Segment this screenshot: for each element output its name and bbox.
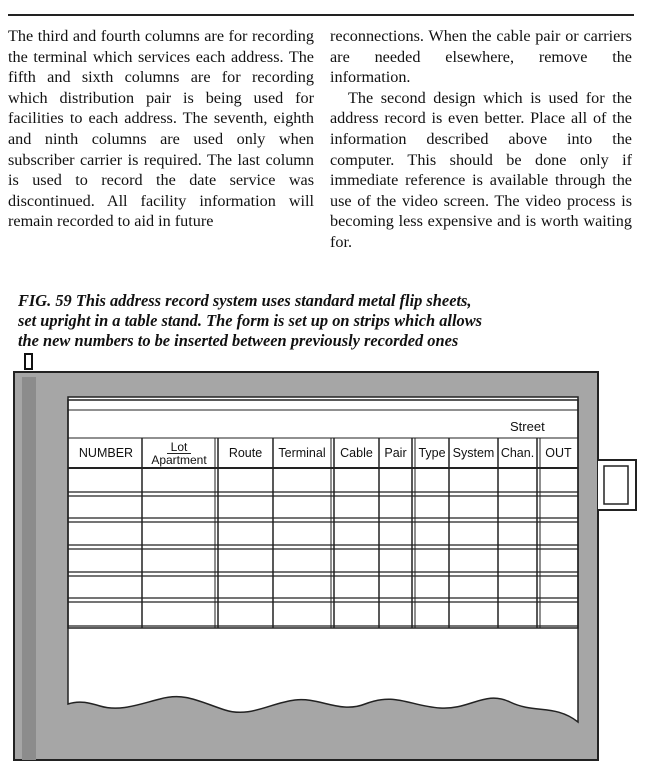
header-apartment: Apartment bbox=[151, 452, 207, 467]
left-text-column bbox=[8, 26, 314, 232]
caption-line-3: the new numbers to be inserted between previously recorded ones bbox=[18, 331, 459, 350]
clip-tab bbox=[25, 354, 32, 369]
header-type: Type bbox=[418, 446, 446, 460]
left-paragraph: The third and fourth columns are for recording the terminal which services each address. The fifth and sixth columns are for recording which distribution pair is being used for facilities to each address. The seventh, eighth and ninth columns are used only when subscriber carrier is required. The last column is used to record the date service was discontinued. All facility information will remain recorded to aid in future bbox=[8, 27, 314, 231]
street-label: Street bbox=[510, 419, 545, 434]
right-paragraph-1: reconnections. When the cable pair or carriers are needed elsewhere, remove the information. bbox=[330, 27, 632, 87]
header-number: NUMBER bbox=[78, 446, 134, 460]
header-pair: Pair bbox=[384, 446, 407, 460]
header-route: Route bbox=[228, 446, 263, 460]
figure-caption bbox=[18, 291, 633, 351]
header-system: System bbox=[452, 446, 495, 460]
header-out: OUT bbox=[545, 446, 572, 460]
header-cable: Cable bbox=[340, 446, 373, 460]
frame-shadow-left bbox=[22, 377, 36, 760]
header-lot: Lot bbox=[167, 441, 192, 454]
caption-line-1: FIG. 59 This address record system uses standard metal flip sheets, bbox=[18, 291, 472, 310]
caption-line-2: set upright in a table stand. The form is set up on strips which allows bbox=[18, 311, 483, 330]
top-rule bbox=[8, 14, 634, 16]
header-chan: Chan. bbox=[500, 446, 535, 460]
right-text-column bbox=[330, 26, 632, 253]
header-lot-apartment bbox=[142, 438, 216, 468]
flip-sheet-drawing bbox=[0, 352, 650, 765]
right-paragraph-2: The second design which is used for the address record is even better. Place all of the information described above into the computer. This should be done only if immediate reference is available through the use of the video screen. The video process is becoming less expensive and is worth waiting for. bbox=[330, 88, 632, 251]
header-terminal: Terminal bbox=[278, 446, 326, 460]
flip-sheet-figure bbox=[0, 352, 650, 765]
